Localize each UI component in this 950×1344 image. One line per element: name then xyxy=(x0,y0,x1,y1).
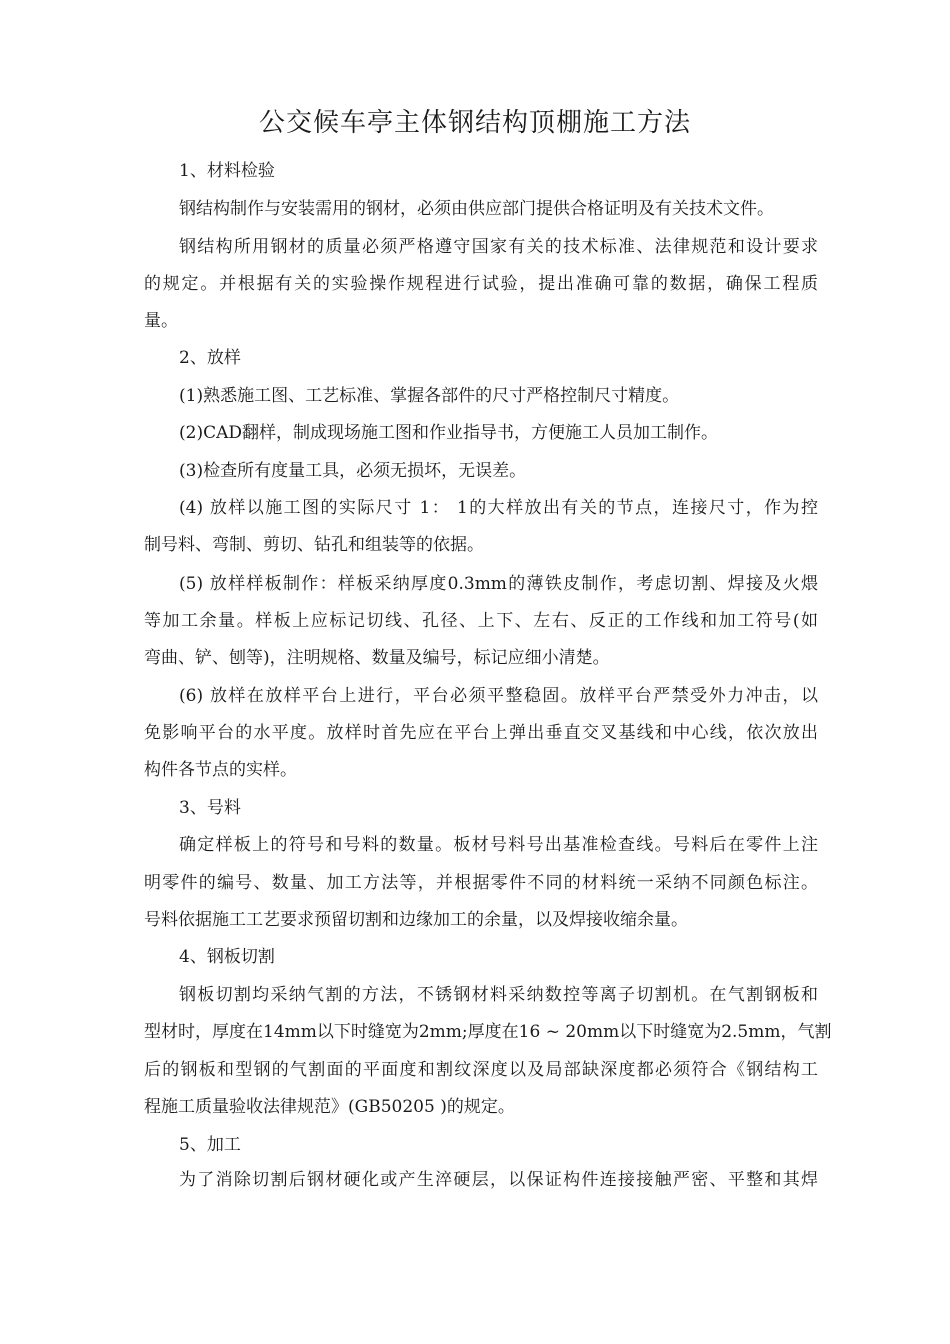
paragraph-line: 确定样板上的符号和号料的数量。板材号料号出基准检查线。号料后在零件上注 xyxy=(179,835,818,855)
paragraph-line: 制号料、弯制、剪切、钻孔和组装等的依据。 xyxy=(144,535,484,555)
paragraph-line: 钢结构所用钢材的质量必须严格遵守国家有关的技术标准、法律规范和设计要求 xyxy=(179,237,818,257)
document-title: 公交候车亭主体钢结构顶棚施工方法 xyxy=(258,108,691,138)
paragraph-line: 号料依据施工工艺要求预留切割和边缘加工的余量，以及焊接收缩余量。 xyxy=(144,910,688,930)
paragraph-line: 明零件的编号、数量、加工方法等，并根据零件不同的材料统一采纳不同颜色标注。 xyxy=(144,873,818,893)
paragraph-line: 等加工余量。样板上应标记切线、孔径、上下、左右、反正的工作线和加工符号(如 xyxy=(144,611,818,631)
paragraph-line: 量。 xyxy=(144,311,178,331)
section-heading: 2、放样 xyxy=(179,348,241,368)
section-heading: 4、钢板切割 xyxy=(179,947,275,967)
paragraph-line: (5) 放样样板制作：样板采纳厚度0.3mm的薄铁皮制作，考虑切割、焊接及火煨 xyxy=(179,574,818,594)
paragraph-line: 型材时，厚度在14mm以下时缝宽为2mm;厚度在16 ~ 20mm以下时缝宽为2.5mm，气割 xyxy=(144,1022,832,1042)
section-heading: 3、号料 xyxy=(179,798,241,818)
paragraph-line: 的规定。并根据有关的实验操作规程进行试验，提出准确可靠的数据，确保工程质 xyxy=(144,274,818,294)
section-heading: 5、加工 xyxy=(179,1135,241,1155)
paragraph-line: (6) 放样在放样平台上进行，平台必须平整稳固。放样平台严禁受外力冲击，以 xyxy=(179,686,818,706)
paragraph-line: 钢结构制作与安装需用的钢材，必须由供应部门提供合格证明及有关技术文件。 xyxy=(179,199,774,219)
paragraph-line: (2)CAD翻样，制成现场施工图和作业指导书，方便施工人员加工制作。 xyxy=(179,423,718,443)
paragraph-line: 弯曲、铲、刨等)，注明规格、数量及编号，标记应细小清楚。 xyxy=(144,648,610,668)
paragraph-line: 免影响平台的水平度。放样时首先应在平台上弹出垂直交叉基线和中心线，依次放出 xyxy=(144,723,818,743)
section-heading: 1、材料检验 xyxy=(179,161,275,181)
paragraph-line: 构件各节点的实样。 xyxy=(144,760,297,780)
paragraph-line: 钢板切割均采纳气割的方法，不锈钢材料采纳数控等离子切割机。在气割钢板和 xyxy=(179,985,818,1005)
paragraph-line: (4) 放样以施工图的实际尺寸 1： 1的大样放出有关的节点，连接尺寸，作为控 xyxy=(179,498,818,518)
paragraph-line: 程施工质量验收法律规范》(GB50205 )的规定。 xyxy=(144,1097,515,1117)
paragraph-line: (1)熟悉施工图、工艺标准、掌握各部件的尺寸严格控制尺寸精度。 xyxy=(179,386,680,406)
paragraph-line: 为了消除切割后钢材硬化或产生淬硬层，以保证构件连接接触严密、平整和其焊 xyxy=(179,1170,818,1190)
paragraph-line: (3)检查所有度量工具，必须无损坏，无误差。 xyxy=(179,461,527,481)
paragraph-line: 后的钢板和型钢的气割面的平面度和割纹深度以及局部缺深度都必须符合《钢结构工 xyxy=(144,1060,818,1080)
